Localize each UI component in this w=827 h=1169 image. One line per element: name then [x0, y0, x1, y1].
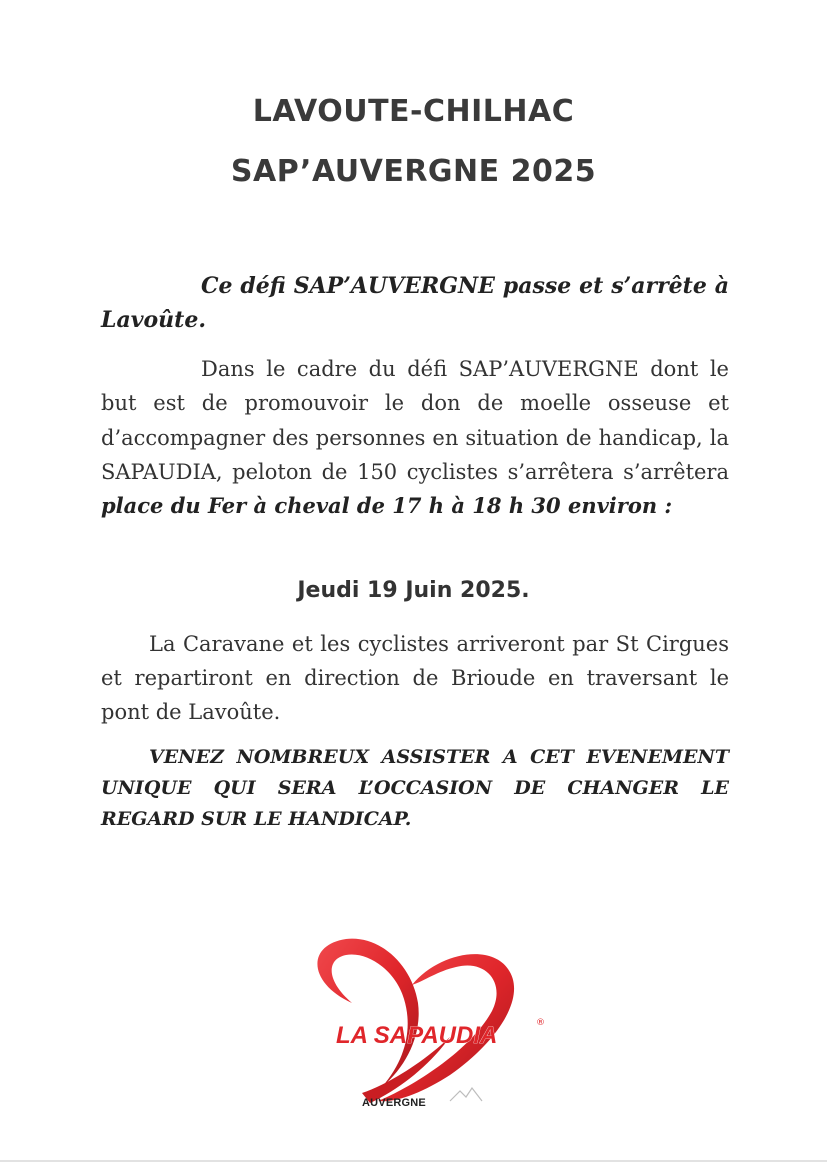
event-date: Jeudi 19 Juin 2025. — [297, 578, 530, 603]
logo-subtitle: AUVERGNE — [362, 1097, 426, 1109]
page-title-event: SAP’AUVERGNE 2025 — [230, 154, 597, 189]
logo-wordmark: LA SAPAUDIA — [336, 1022, 498, 1049]
closing-call-to-action: VENEZ NOMBREUX ASSISTER A CET EVENEMENT UNIQUE QUI SERA L’OCCASION DE CHANGER LE REGARD SUR LE HANDICAP. — [101, 746, 729, 830]
heart-left-stroke-icon — [317, 939, 418, 1087]
route-paragraph: La Caravane et les cyclistes arriveront par St Cirgues et repartiront en direction de Brioude en traversant le pont de Lavoûte. — [101, 632, 729, 724]
registered-mark: ® — [536, 1018, 545, 1028]
page-bottom-rule — [0, 1160, 827, 1162]
intro-paragraph: Ce défi SAP’AUVERGNE passe et s’arrête à Lavoûte. — [101, 273, 729, 333]
description-text: Dans le cadre du défi SAP’AUVERGNE dont le but est de promouvoir le don de moelle osseuse et d’accompagner des personnes en situation de handicap, la SAPAUDIA, peloton de 150 cyclistes s’arrêtera s’arrêtera — [101, 357, 729, 484]
location-time-emphasis: place du Fer à cheval de 17 h à 18 h 30 environ : — [101, 493, 673, 519]
sapaudia-logo — [300, 925, 560, 1115]
page-title-town: LAVOUTE-CHILHAC — [252, 94, 575, 129]
description-paragraph — [101, 352, 729, 523]
mountain-sketch-icon — [450, 1088, 482, 1101]
